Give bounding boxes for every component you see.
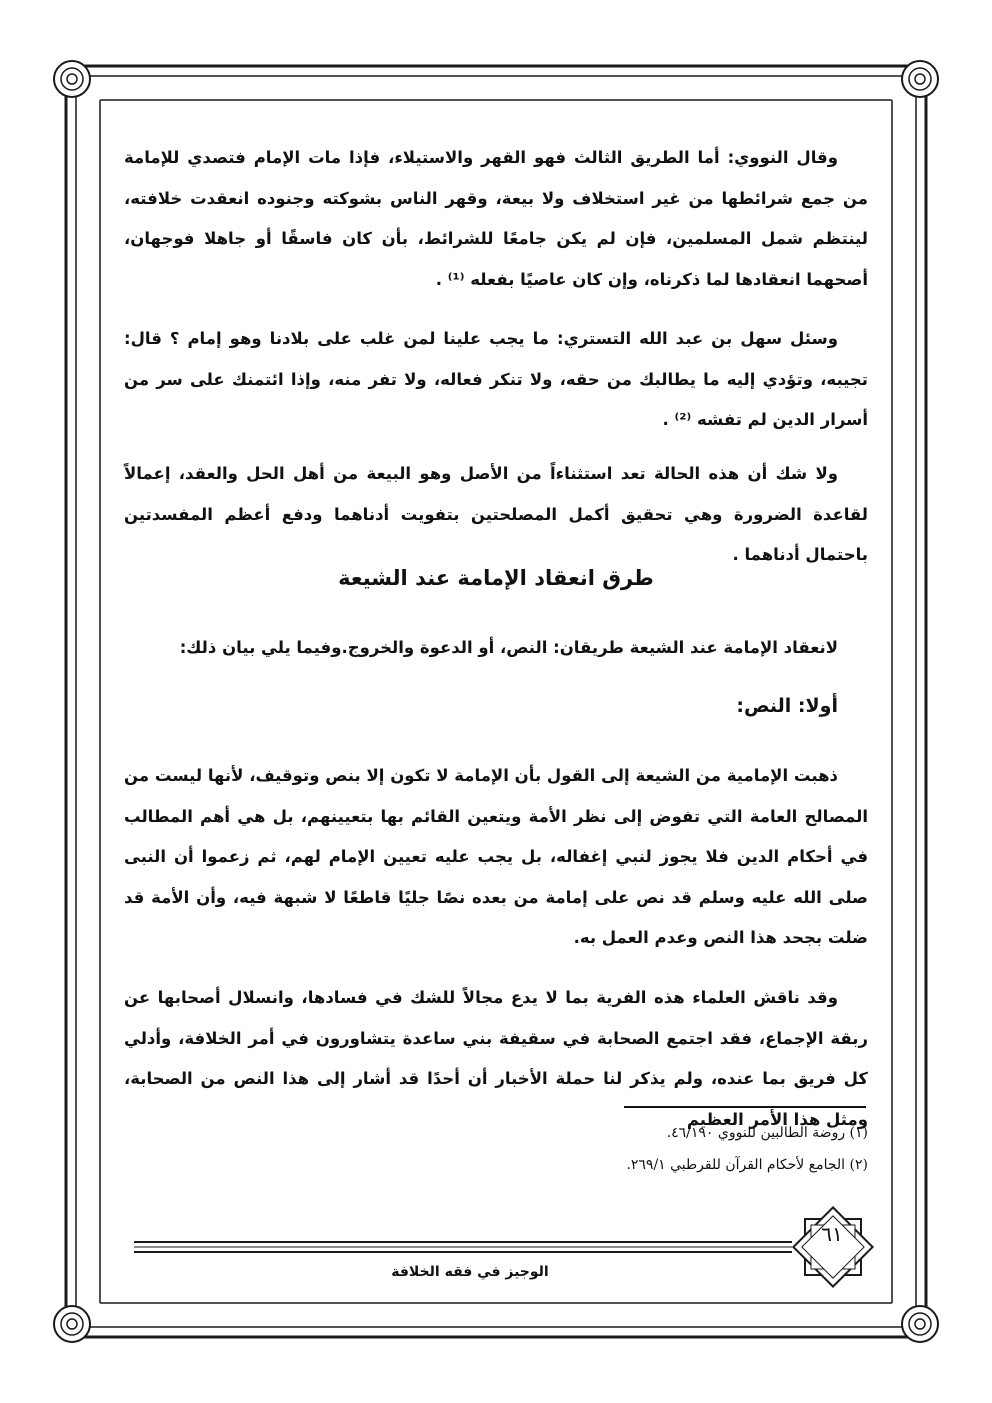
page-number-badge — [793, 1207, 872, 1286]
section-heading: طرق انعقاد الإمامة عند الشيعة — [338, 566, 654, 590]
footnote-1: (١) روضة الطالبين للنووي ٤٦/١٩٠. — [666, 1125, 868, 1141]
book-title: الوجيز في فقه الخلافة — [391, 1264, 549, 1280]
subheading: أولا: النص: — [736, 695, 838, 717]
footnote-2: (٢) الجامع لأحكام القرآن للقرطبي ٢٦٩/١. — [626, 1157, 868, 1173]
page-number: ٦١ — [821, 1222, 843, 1246]
paragraph-exception: ولا شك أن هذه الحالة تعد استثناءاً من الأصل وهو البيعة من أهل الحل والعقد، إعمالاً لقاعدة الضرورة وهي تحقيق أكمل المصلحتين بتفويت أدناهما ودفع أعظم المفسدتين باحتمال أدناهما . — [124, 464, 868, 564]
intro-paragraph: لانعقاد الإمامة عند الشيعة طريقان: النص، أو الدعوة والخروج.وفيما يلي بيان ذلك: — [179, 638, 838, 657]
paragraph-refutation: وقد ناقش العلماء هذه الفرية بما لا يدع مجالاً للشك في فسادها، وانسلال أصحابها عن ربقة الإجماع، فقد اجتمع الصحابة في سقيفة بني ساعدة يتشاورون في أمر الخلافة، وأدلي كل فريق بما عنده، ولم يذكر لنا حملة الأخبار أن أحدًا قد أشار إلى هذا النص من الصحابة، ومثل هذا الأمر العظيم — [124, 988, 868, 1129]
paragraph-nawawi: وقال النووي: أما الطريق الثالث فهو القهر والاستيلاء، فإذا مات الإمام فتصدي للإمامة من جمع شرائطها من غير استخلاف ولا بيعة، وقهر الناس بشوكته وجنوده انعقدت خلافته، لينتظم شمل المسلمين، فإن لم يكن جامعًا للشرائط، بأن كان فاسقًا أو جاهلا فوجهان، أصحهما انعقادها لما ذكرناه، وإن كان عاصيًا بفعله ⁽¹⁾ . — [124, 148, 868, 289]
paragraph-tustari: وسئل سهل بن عبد الله التستري: ما يجب علينا لمن غلب على بلادنا وهو إمام ؟ قال: تجيبه، وتؤدي إليه ما يطالبك من حقه، ولا تنكر فعاله، ولا تفر منه، وإذا ائتمنك على سر من أسرار الدين لم تفشه ⁽²⁾ . — [124, 329, 868, 429]
footnote-separator — [624, 1106, 866, 1108]
paragraph-imamiyya: ذهبت الإمامية من الشيعة إلى القول بأن الإمامة لا تكون إلا بنص وتوقيف، لأنها ليست من المصالح العامة التي تفوض إلى نظر الأمة ويتعين القائم بها بتعيينهم، بل هي أهم المطالب في أحكام الدين فلا يجوز لنبي إغفاله، بل يجب عليه تعيين الإمام لهم، ثم زعموا أن النبى صلى الله عليه وسلم قد نص على إمامة من بعده نصًا جليًا قاطعًا لا شبهة فيه، وأن الأمة قد ضلت بجحد هذا النص وعدم العمل به. — [124, 766, 868, 947]
